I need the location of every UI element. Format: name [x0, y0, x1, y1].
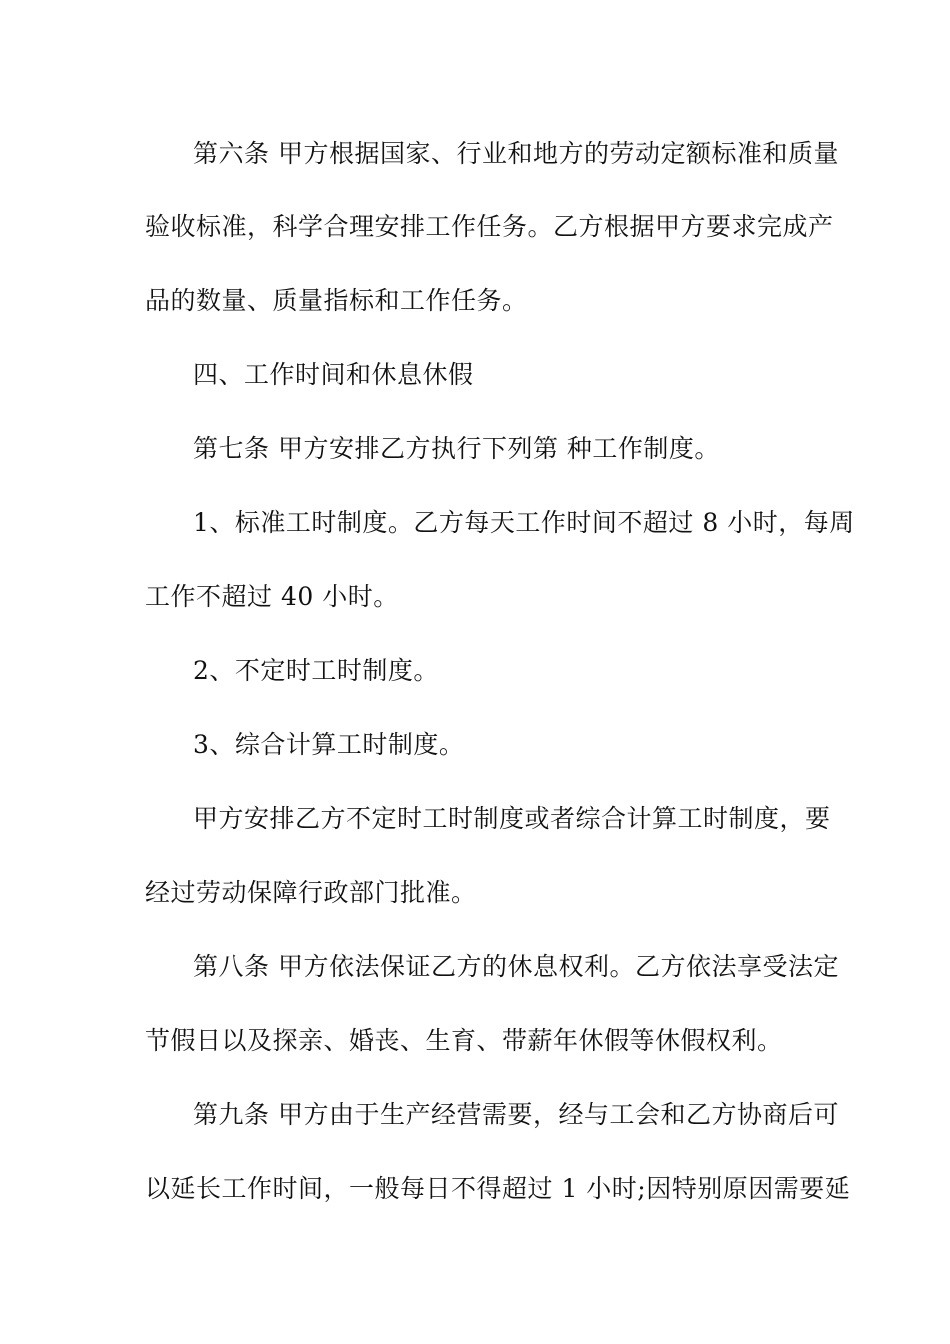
paragraph-line: 2、不定时工时制度。	[193, 656, 439, 685]
paragraph-line: 第八条 甲方依法保证乙方的休息权利。乙方依法享受法定	[193, 952, 839, 981]
paragraph-line: 品的数量、质量指标和工作任务。	[145, 286, 528, 315]
paragraph-line: 经过劳动保障行政部门批准。	[145, 878, 477, 907]
paragraph-line: 第九条 甲方由于生产经营需要，经与工会和乙方协商后可	[193, 1100, 839, 1129]
paragraph-line: 3、综合计算工时制度。	[193, 730, 465, 759]
paragraph-line: 以延长工作时间，一般每日不得超过 1 小时;因特别原因需要延	[145, 1174, 851, 1203]
paragraph-line: 甲方安排乙方不定时工时制度或者综合计算工时制度，要	[193, 804, 831, 833]
paragraph-line: 1、标准工时制度。乙方每天工作时间不超过 8 小时，每周	[193, 508, 855, 537]
section-heading: 四、工作时间和休息休假	[193, 360, 474, 389]
paragraph-line: 工作不超过 40 小时。	[145, 582, 399, 611]
paragraph-line: 第六条 甲方根据国家、行业和地方的劳动定额标准和质量	[193, 139, 839, 168]
paragraph-line: 第七条 甲方安排乙方执行下列第 种工作制度。	[193, 434, 720, 463]
paragraph-line: 节假日以及探亲、婚丧、生育、带薪年休假等休假权利。	[145, 1026, 783, 1055]
paragraph-line: 验收标准，科学合理安排工作任务。乙方根据甲方要求完成产	[145, 212, 834, 241]
